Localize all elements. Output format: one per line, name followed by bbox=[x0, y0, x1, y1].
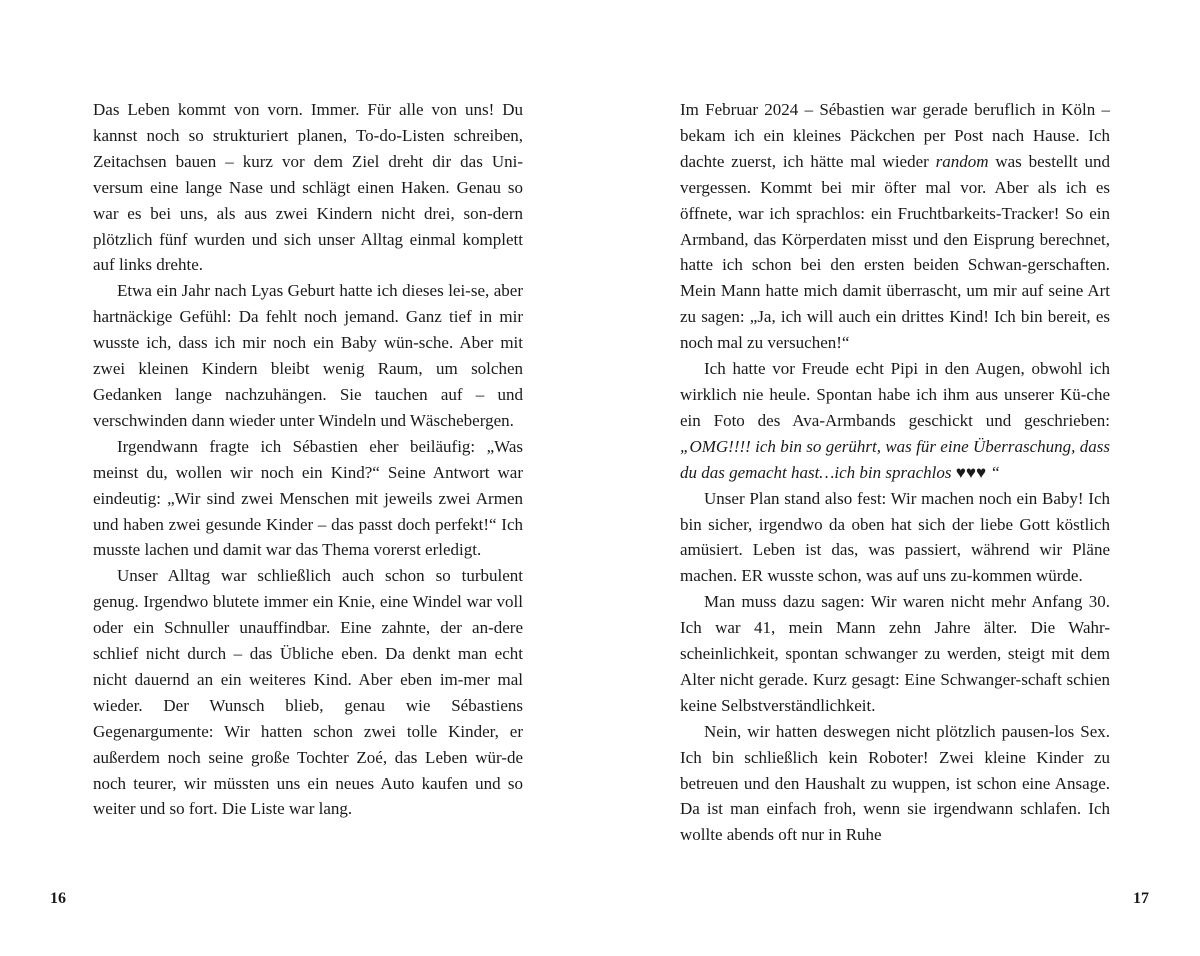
paragraph: Das Leben kommt von vorn. Immer. Für alle von uns! Du kannst noch so strukturiert planen, To-do-Listen schreiben, Zeitachsen bauen – kurz vor dem Ziel dreht dir das Uni-versum eine lange Nase und schlägt einen Haken. Genau so war es bei uns, als aus zwei Kindern nicht drei, son-dern plötzlich fünf wurden und sich unser Alltag einmal komplett auf links drehte. bbox=[93, 100, 523, 275]
left-page-text bbox=[93, 97, 523, 822]
paragraph: Unser Alltag war schließlich auch schon so turbulent genug. Irgendwo blutete immer ein Knie, eine Windel war voll oder ein Schnuller unauffindbar. Eine zahnte, der an-dere schlief nicht durch – das Übliche eben. Da denkt man echt nicht dauernd an ein weiteres Kind. Aber eben im-mer mal wieder. Der Wunsch blieb, genau wie Sébastiens Gegenargumente: Wir hatten schon zwei tolle Kinder, er außerdem noch seine große Tochter Zoé, das Leben wür-de noch teurer, wir müssten uns ein neues Auto kaufen und so weiter und so fort. Die Liste war lang. bbox=[93, 566, 523, 819]
paragraph: Etwa ein Jahr nach Lyas Geburt hatte ich dieses lei-se, aber hartnäckige Gefühl: Da fehlt noch jemand. Ganz tief in mir wusste ich, dass ich mir noch ein Baby wün-sche. Aber mit zwei kleinen Kindern bleibt wenig Raum, um solchen Gedanken lange nachzuhängen. Sie tauchen auf – und verschwinden dann wieder unter Windeln und Wäschebergen. bbox=[93, 281, 523, 430]
heart-icon: ♥♥♥ bbox=[955, 462, 987, 482]
paragraph-text: was bestellt und vergessen. Kommt bei mir öfter mal vor. Aber als ich es öffnete, war ich sprachlos: ein Fruchtbarkeits-Tracker! So ein Armband, das Körperdaten misst und den Eisprung berechnet, hatte ich schon bei den ersten beiden Schwan-gerschaften. Mein Mann hatte mich damit überrascht, um mir auf seine Art zu sagen: „Ja, ich will auch ein drittes Kind! Ich bin bereit, es noch mal zu versuchen!“ bbox=[680, 151, 1111, 353]
right-page-text bbox=[680, 97, 1110, 848]
italic-word: random bbox=[935, 151, 989, 171]
closing-quote: “ bbox=[986, 462, 1000, 482]
paragraph: Unser Plan stand also fest: Wir machen noch ein Baby! Ich bin sicher, irgendwo da oben hat sich der liebe Gott köstlich amüsiert. Leben ist das, was passiert, während wir Pläne machen. ER wusste schon, was auf uns zu-kommen würde. bbox=[680, 488, 1110, 586]
italic-quote: „OMG!!!! ich bin so gerührt, was für eine Überraschung, dass du das gemacht hast…ich bin sprachlos bbox=[680, 436, 1110, 482]
paragraph: Nein, wir hatten deswegen nicht plötzlich pausen-los Sex. Ich bin schließlich kein Roboter! Zwei kleine Kinder zu betreuen und den Haushalt zu wuppen, ist schon eine Ansage. Da ist man einfach froh, wenn sie irgendwann schlafen. Ich wollte abends oft nur in Ruhe bbox=[680, 721, 1110, 845]
paragraph-text: Im Februar 2024 – Sébastien war gerade beruflich in Köln – bekam ich ein kleines Päckchen per Post nach Hause. Ich dachte zuerst, ich hätte mal wieder bbox=[680, 100, 1110, 171]
paragraph bbox=[680, 97, 1110, 356]
paragraph: Man muss dazu sagen: Wir waren nicht mehr Anfang 30. Ich war 41, mein Mann zehn Jahre älter. Die Wahr-scheinlichkeit, spontan schwanger zu werden, steigt mit dem Alter nicht gerade. Kurz gesagt: Eine Schwanger-schaft schien keine Selbstverständlichkeit. bbox=[680, 592, 1110, 715]
right-page bbox=[600, 0, 1200, 956]
page-number: 16 bbox=[50, 890, 66, 907]
paragraph bbox=[680, 356, 1110, 486]
page-number: 17 bbox=[1133, 890, 1149, 907]
paragraph-text: Ich hatte vor Freude echt Pipi in den Augen, obwohl ich wirklich nie heule. Spontan habe ich ihm aus unserer Kü-che ein Foto des Ava-Armbands geschickt und geschrieben: bbox=[680, 359, 1110, 430]
paragraph: Irgendwann fragte ich Sébastien eher beiläufig: „Was meinst du, wollen wir noch ein Kind?“ Seine Antwort war eindeutig: „Wir sind zwei Menschen mit jeweils zwei Armen und haben zwei gesunde Kinder – das passt doch perfekt!“ Ich musste lachen und damit war das Thema vorerst erledigt. bbox=[93, 436, 523, 560]
